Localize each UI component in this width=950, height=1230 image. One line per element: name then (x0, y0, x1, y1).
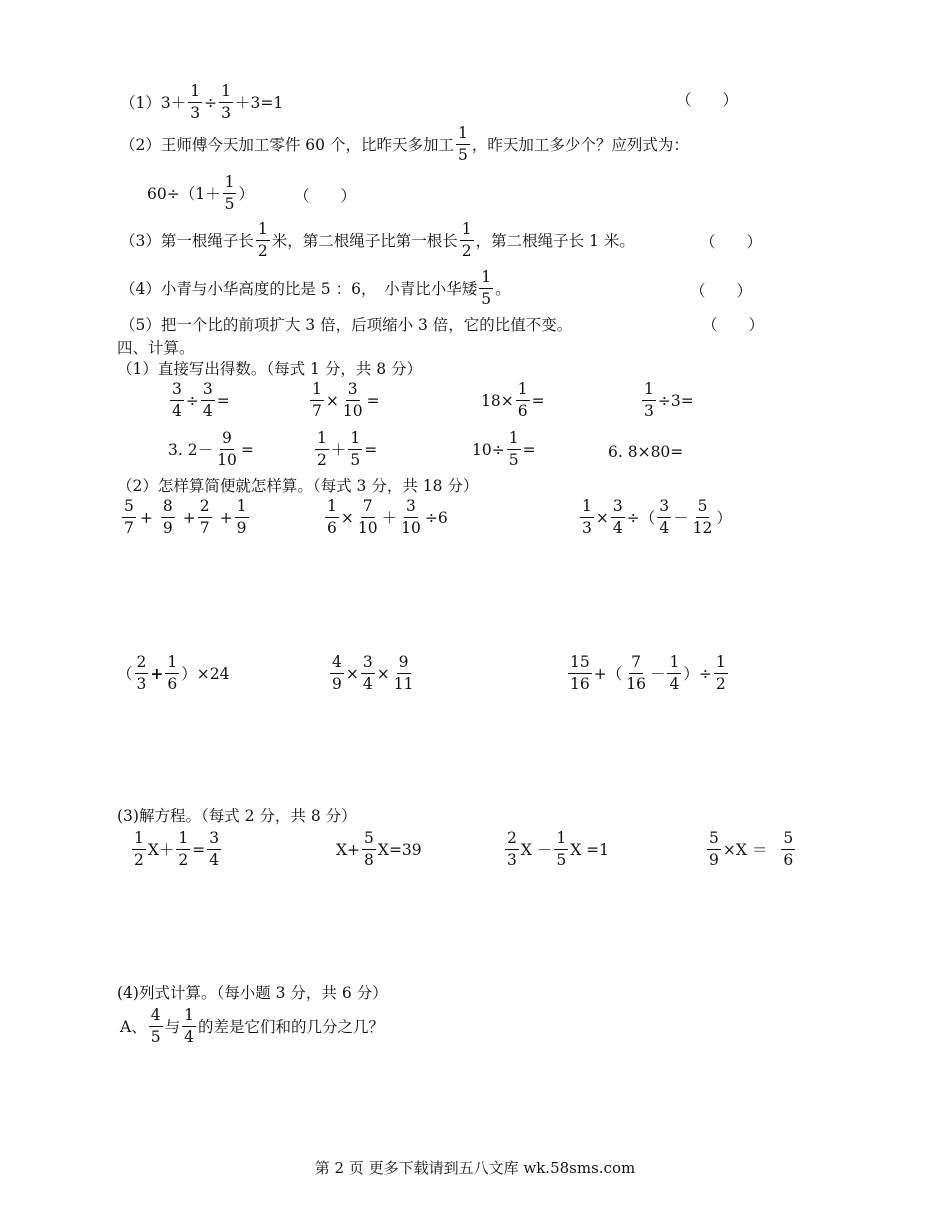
numerator: 1 (176, 829, 190, 850)
numerator: 1 (315, 429, 329, 450)
fraction (122, 497, 136, 538)
numerator: 4 (149, 1006, 163, 1027)
denominator: 4 (362, 675, 373, 693)
numerator: 7 (361, 497, 375, 518)
denominator: 7 (124, 519, 134, 537)
fraction (460, 220, 474, 261)
numerator: 15 (568, 653, 592, 674)
text: ＋3=1 (234, 93, 284, 112)
fraction (161, 497, 175, 538)
numerator: 5 (696, 497, 710, 518)
denominator: 8 (364, 851, 374, 869)
numerator: 1 (507, 429, 521, 450)
text: = (522, 440, 536, 459)
fraction (198, 497, 212, 538)
fraction (568, 653, 592, 694)
operator: ）÷ (683, 664, 712, 683)
judge-q3 (120, 220, 635, 261)
numerator: 2 (135, 653, 149, 674)
numerator: 1 (325, 497, 339, 518)
p2-expr-1 (120, 497, 251, 538)
text: ÷6 (424, 508, 448, 527)
operator: － (673, 508, 689, 527)
numerator: 3 (346, 380, 360, 401)
denominator: 10 (342, 402, 363, 420)
fraction (215, 429, 239, 470)
numerator: 1 (460, 220, 474, 241)
operator: ＋ (381, 508, 398, 527)
denominator: 5 (224, 195, 235, 213)
answer-paren-q4[interactable]: （ ） (690, 282, 753, 300)
denominator: 7 (312, 402, 322, 420)
p2-expr-3 (578, 497, 732, 538)
p3-eq-2 (336, 829, 422, 870)
p1-expr-5 (168, 429, 254, 470)
denominator: 9 (332, 675, 342, 693)
numerator: 1 (580, 497, 594, 518)
numerator: 5 (781, 829, 795, 850)
numerator: 1 (667, 653, 681, 674)
numerator: 1 (554, 829, 568, 850)
denominator: 4 (669, 675, 680, 693)
fraction (707, 829, 721, 870)
numerator: 1 (188, 82, 202, 103)
operator: + (182, 508, 196, 527)
numerator: 7 (629, 653, 643, 674)
p2-expr-4 (117, 653, 229, 694)
part3-heading: (3)解方程。（每式 2 分，共 8 分） (117, 807, 357, 825)
judge-q1 (120, 82, 283, 123)
text: 。 (495, 279, 511, 298)
denominator: 10 (217, 451, 237, 469)
page-footer: 第 2 页 更多下载请到五八文库 wk.58sms.com (314, 1159, 636, 1177)
fraction (341, 380, 365, 421)
denominator: 6 (327, 519, 337, 537)
denominator: 6 (783, 851, 794, 869)
answer-paren-q5[interactable]: （ ） (702, 316, 765, 334)
denominator: 4 (659, 519, 670, 537)
numerator: 3 (201, 380, 215, 401)
fraction (507, 429, 521, 470)
denominator: 5 (508, 451, 519, 469)
numerator: 5 (122, 497, 136, 518)
p4-question-a (120, 1006, 384, 1047)
text: （ (117, 664, 133, 683)
p1-expr-1 (168, 380, 230, 421)
fraction (219, 82, 233, 123)
denominator: 12 (692, 519, 713, 537)
numerator: 1 (182, 1006, 196, 1027)
operator: ×X ＝ (722, 840, 768, 859)
denominator: 3 (190, 104, 201, 122)
numerator: 1 (642, 380, 656, 401)
numerator: 1 (479, 268, 493, 289)
operator: － (649, 664, 666, 683)
numerator: 1 (165, 653, 179, 674)
denominator: 9 (236, 519, 247, 537)
numerator: 5 (362, 829, 376, 850)
part4-heading: (4)列式计算。（每小题 3 分，共 6 分） (117, 984, 388, 1002)
denominator: 3 (507, 851, 517, 869)
numerator: 1 (223, 173, 237, 194)
denominator: 16 (626, 675, 646, 693)
fraction (642, 380, 656, 421)
denominator: 3 (136, 675, 147, 693)
numerator: 1 (132, 829, 146, 850)
judge-q2 (120, 124, 689, 165)
fraction (667, 653, 681, 694)
numerator: 3 (611, 497, 625, 518)
text: X =1 (570, 840, 610, 859)
fraction (170, 380, 184, 421)
text: ，昨天加工多少个？应列式为： (471, 135, 689, 154)
text: ÷3= (657, 391, 694, 410)
numerator: 3 (170, 380, 184, 401)
text: = (240, 440, 254, 459)
numerator: 1 (516, 380, 530, 401)
numerator: 9 (397, 653, 411, 674)
operator: × (595, 508, 609, 527)
numerator: 1 (456, 124, 470, 145)
operator: X＋ (147, 840, 175, 859)
part2-heading: （2）怎样算简便就怎样算。（每式 3 分，共 18 分） (117, 477, 479, 495)
denominator: 4 (612, 519, 623, 537)
denominator: 4 (172, 402, 182, 420)
text: 3. 2－ (168, 440, 214, 459)
operator: × (325, 391, 339, 410)
p2-expr-5 (328, 653, 417, 694)
denominator: 10 (401, 519, 421, 537)
denominator: 5 (457, 146, 468, 164)
operator: ÷（ (626, 508, 656, 527)
denominator: 6 (167, 675, 178, 693)
numerator: 2 (505, 829, 519, 850)
fraction (362, 829, 376, 870)
fraction (315, 429, 329, 470)
fraction (182, 1006, 196, 1047)
text: 的差是它们和的几分之几？ (197, 1017, 384, 1036)
fraction (392, 653, 416, 694)
denominator: 5 (150, 1028, 161, 1046)
operator: + (219, 508, 233, 527)
denominator: 10 (357, 519, 378, 537)
p1-expr-6 (313, 429, 377, 470)
answer-paren-q2[interactable]: （ ） (294, 187, 357, 205)
text: 18× (481, 391, 514, 410)
part1-heading: （1）直接写出得数。（每式 1 分，共 8 分） (117, 360, 423, 378)
fraction (310, 380, 324, 421)
judge-q2-formula (147, 173, 254, 214)
numerator: 3 (404, 497, 418, 518)
denominator: 2 (317, 451, 327, 469)
text: 米，第二根绳子比第一根长 (271, 231, 458, 250)
numerator: 1 (256, 220, 270, 241)
fraction (691, 497, 715, 538)
section-title: 四、计算。 (117, 339, 195, 357)
denominator: 3 (582, 519, 592, 537)
text: 与 (164, 1017, 181, 1036)
denominator: 4 (202, 402, 213, 420)
fraction (201, 380, 215, 421)
denominator: 2 (715, 675, 726, 693)
denominator: 7 (199, 519, 210, 537)
operator: ＋ (330, 440, 347, 459)
numerator: 2 (198, 497, 212, 518)
p3-eq-4 (705, 829, 797, 870)
fraction (456, 124, 470, 165)
denominator: 2 (461, 242, 472, 260)
numerator: 3 (657, 497, 671, 518)
fraction (361, 653, 375, 694)
denominator: 2 (134, 851, 144, 869)
p1-expr-3 (481, 380, 545, 421)
denominator: 3 (644, 402, 654, 420)
denominator: 5 (481, 290, 492, 308)
p1-expr-8: 6. 8×80= (608, 443, 684, 461)
fraction (149, 1006, 163, 1047)
denominator: 2 (178, 851, 189, 869)
denominator: 4 (184, 1028, 194, 1046)
denominator: 5 (556, 851, 567, 869)
fraction (781, 829, 795, 870)
fraction (165, 653, 179, 694)
fraction (223, 173, 237, 214)
judge-q4 (120, 268, 511, 309)
fraction (330, 653, 344, 694)
fraction (624, 653, 648, 694)
text: = (531, 391, 545, 410)
numerator: 1 (348, 429, 362, 450)
operator: ÷ (204, 93, 218, 112)
fraction (188, 82, 202, 123)
numerator: 1 (714, 653, 728, 674)
text: ） (238, 184, 254, 203)
text: （1）3＋ (120, 93, 187, 112)
numerator: 9 (220, 429, 234, 450)
denominator: 16 (570, 675, 590, 693)
p1-expr-7 (472, 429, 536, 470)
denominator: 2 (257, 242, 268, 260)
fraction (348, 429, 362, 470)
judge-q5: （5）把一个比的前项扩大 3 倍，后项缩小 3 倍，它的比值不变。 (120, 316, 573, 334)
numerator: 1 (219, 82, 233, 103)
text: （4）小青与小华高度的比是 5 ：6， 小青比小华矮 (120, 279, 478, 298)
fraction (132, 829, 146, 870)
operator: = (192, 840, 206, 859)
fraction (657, 497, 671, 538)
text: （2）王师傅今天加工零件 60 个，比昨天多加工 (120, 135, 454, 154)
operator: + (139, 508, 153, 527)
operator: +（ (593, 664, 623, 683)
text: （3）第一根绳子长 (120, 231, 254, 250)
fraction (207, 829, 221, 870)
operator: + (150, 663, 164, 683)
text: X+ (336, 840, 361, 859)
numerator: 3 (361, 653, 375, 674)
fraction (256, 220, 270, 261)
p2-expr-2 (323, 497, 448, 538)
fraction (516, 380, 530, 421)
operator: X － (520, 840, 553, 859)
operator: × (340, 508, 354, 527)
text: = (216, 391, 230, 410)
fraction (479, 268, 493, 309)
text: ）×24 (181, 664, 230, 683)
text: = (364, 440, 378, 459)
numerator: 8 (161, 497, 175, 518)
fraction (176, 829, 190, 870)
denominator: 9 (709, 851, 719, 869)
answer-paren-q3[interactable]: （ ） (700, 233, 763, 251)
numerator: 1 (235, 497, 249, 518)
fraction (554, 829, 568, 870)
text: ） (716, 508, 732, 527)
text: 10÷ (472, 440, 505, 459)
fraction (356, 497, 380, 538)
text: 60÷（1＋ (147, 184, 221, 203)
denominator: 9 (162, 519, 173, 537)
numerator: 4 (330, 653, 344, 674)
p1-expr-2 (308, 380, 380, 421)
p1-expr-4 (640, 380, 694, 421)
numerator: 5 (707, 829, 721, 850)
denominator: 4 (209, 851, 220, 869)
fraction (399, 497, 423, 538)
numerator: 3 (207, 829, 221, 850)
operator: ÷ (185, 391, 199, 410)
text: X=39 (377, 840, 422, 859)
p3-eq-1 (130, 829, 223, 870)
text: ，第二根绳子长 1 米。 (475, 231, 635, 250)
numerator: 1 (310, 380, 324, 401)
fraction (580, 497, 594, 538)
p3-eq-3 (503, 829, 609, 870)
fraction (505, 829, 519, 870)
text: = (366, 391, 380, 410)
fraction (235, 497, 249, 538)
denominator: 3 (221, 104, 231, 122)
fraction (325, 497, 339, 538)
text: A、 (120, 1017, 147, 1036)
fraction (611, 497, 625, 538)
p2-expr-6 (566, 653, 730, 694)
fraction (135, 653, 149, 694)
operator: × (376, 664, 390, 683)
denominator: 11 (393, 675, 414, 693)
denominator: 5 (350, 451, 361, 469)
fraction (714, 653, 728, 694)
answer-paren-q1[interactable]: （ ） (676, 91, 739, 109)
denominator: 6 (517, 402, 528, 420)
operator: × (345, 664, 359, 683)
